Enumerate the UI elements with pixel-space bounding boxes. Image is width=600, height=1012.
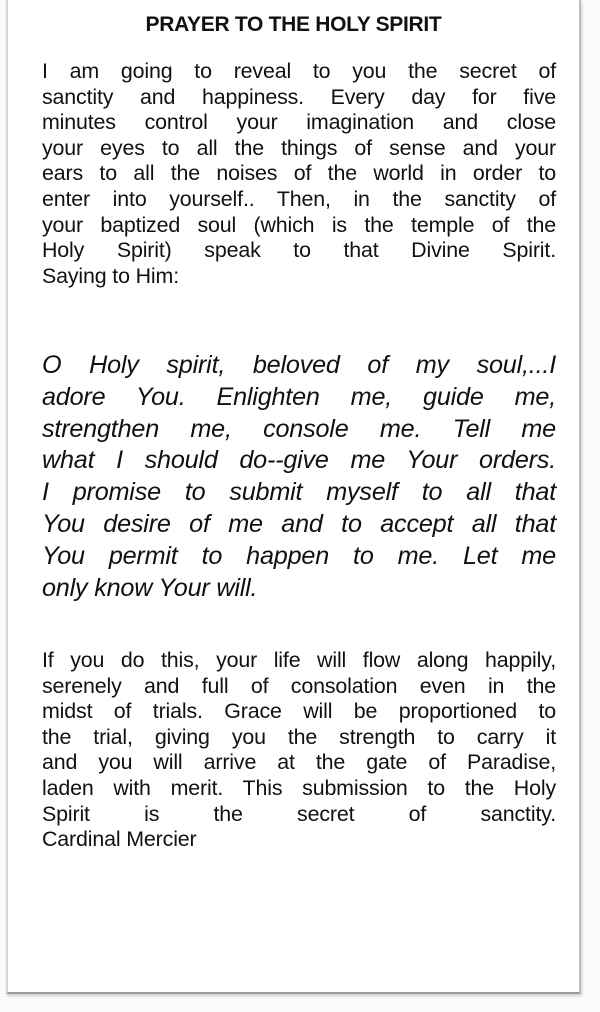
closing-line: Spirit is the secret of sanctity. bbox=[42, 801, 556, 826]
card-title: PRAYER TO THE HOLY SPIRIT bbox=[145, 13, 442, 36]
prayer-line: You desire of me and to accept all that bbox=[42, 509, 556, 538]
closing-line: laden with merit. This submission to the Holy bbox=[42, 775, 556, 800]
intro-line: I am going to reveal to you the secret of bbox=[42, 59, 556, 83]
prayer-line: O Holy spirit, beloved of my soul,...I bbox=[42, 351, 556, 379]
intro-line: ears to all the noises of the world in order to bbox=[42, 161, 556, 186]
attribution: Cardinal Mercier bbox=[42, 827, 197, 852]
prayer-paragraph bbox=[42, 350, 556, 604]
intro-line: sanctity and happiness. Every day for five bbox=[42, 84, 556, 109]
prayer-line: I promise to submit myself to all that bbox=[42, 478, 556, 507]
intro-line: Saying to Him: bbox=[42, 263, 179, 288]
prayer-line: You permit to happen to me. Let me bbox=[42, 541, 556, 570]
intro-line: Holy Spirit) speak to that Divine Spirit. bbox=[42, 238, 556, 263]
prayer-line: adore You. Enlighten me, guide me, bbox=[42, 382, 556, 411]
closing-line: midst of trials. Grace will be proportioned to bbox=[42, 699, 556, 724]
closing-line: and you will arrive at the gate of Paradise, bbox=[42, 750, 556, 775]
intro-line: minutes control your imagination and close bbox=[42, 110, 556, 135]
prayer-card bbox=[6, 0, 581, 994]
intro-line: enter into yourself.. Then, in the sanctity of bbox=[42, 186, 556, 211]
closing-line: serenely and full of consolation even in the bbox=[42, 673, 556, 698]
intro-paragraph bbox=[42, 59, 556, 289]
prayer-line: strengthen me, console me. Tell me bbox=[42, 414, 556, 443]
closing-paragraph bbox=[42, 648, 556, 853]
prayer-line: only know Your will. bbox=[42, 573, 258, 602]
intro-line: your eyes to all the things of sense and your bbox=[42, 135, 556, 160]
closing-line: the trial, giving you the strength to carry it bbox=[42, 724, 556, 749]
closing-line: If you do this, your life will flow along happily, bbox=[42, 648, 556, 672]
prayer-line: what I should do--give me Your orders. bbox=[42, 446, 556, 475]
intro-line: your baptized soul (which is the temple of the bbox=[42, 212, 556, 237]
